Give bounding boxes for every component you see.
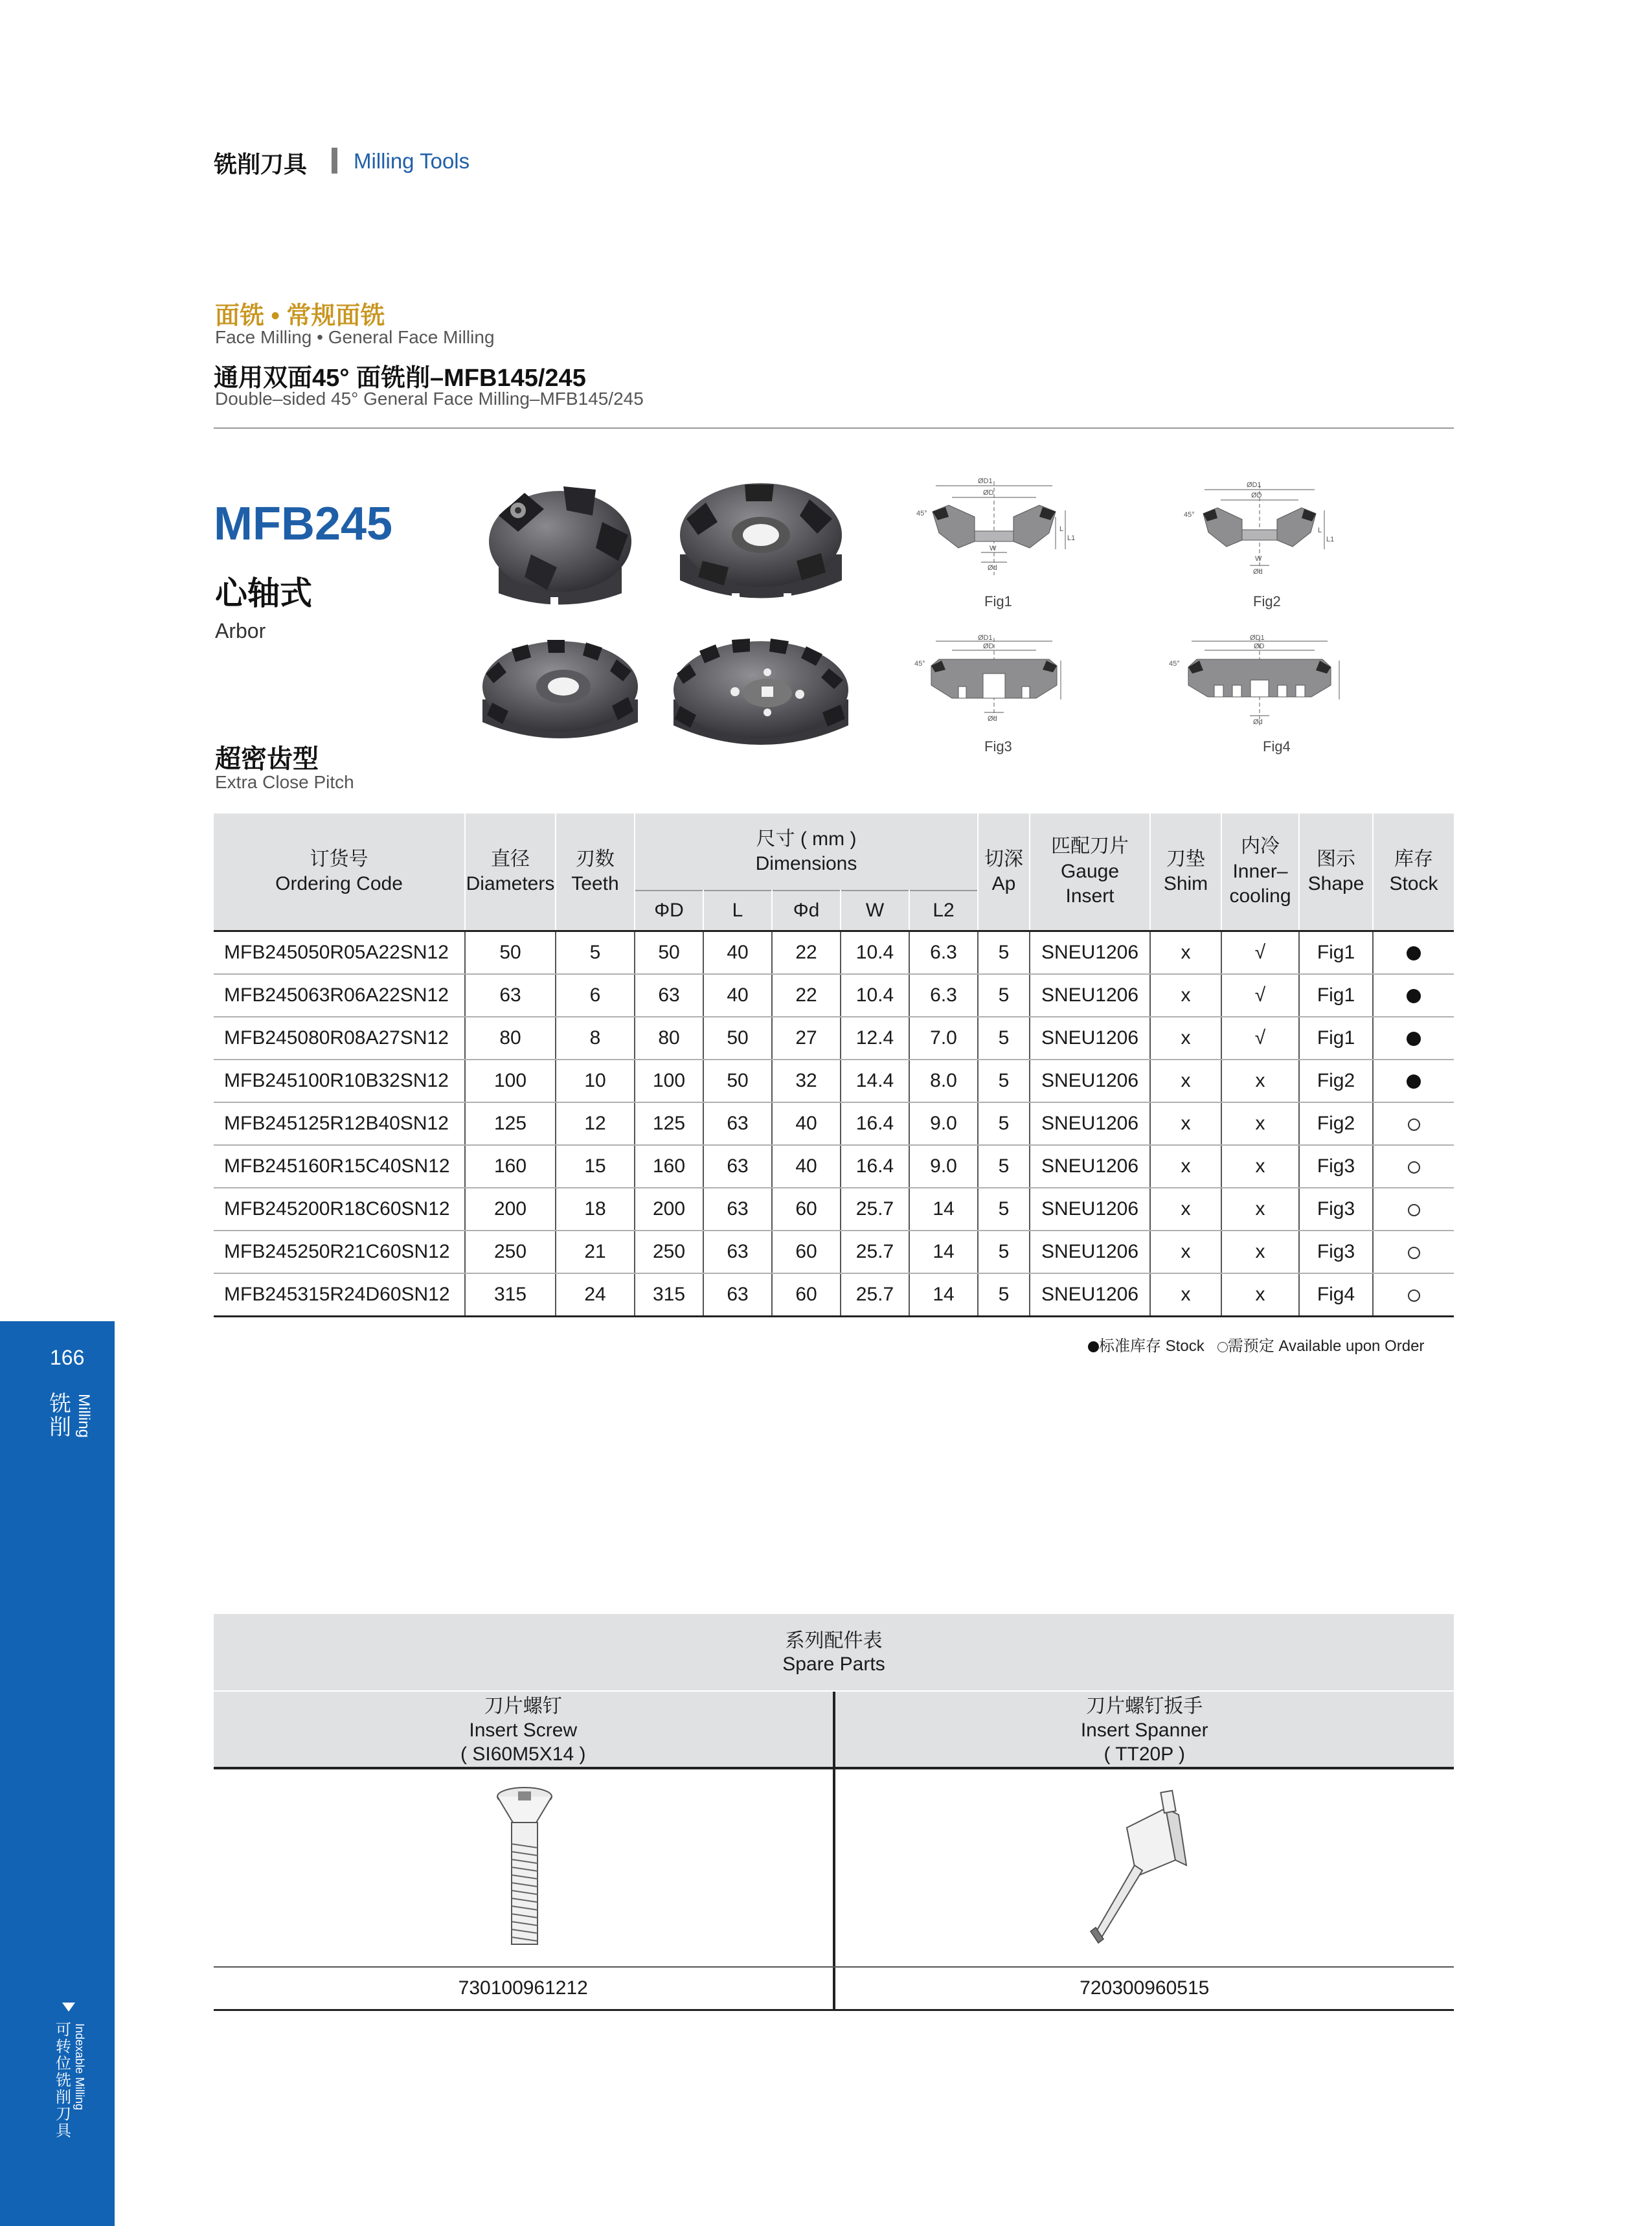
cell-ordering-code: MFB245100R10B32SN12	[214, 1060, 465, 1102]
cell-ordering-code: MFB245200R18C60SN12	[214, 1188, 465, 1231]
cell-shape: Fig1	[1299, 974, 1373, 1017]
spare-parts-title: 系列配件表 Spare Parts	[214, 1614, 1454, 1690]
svg-text:Ød: Ød	[988, 715, 997, 723]
header-title-en: Milling Tools	[354, 149, 470, 173]
header-gauge-insert: 匹配刀片 Gauge Insert	[1030, 813, 1150, 931]
svg-text:ØD1: ØD1	[1250, 635, 1265, 642]
page-number: 166	[50, 1346, 85, 1369]
cell-ap: 5	[978, 1188, 1030, 1231]
cell-ap: 5	[978, 1060, 1030, 1102]
spare-screw-code: 730100961212	[214, 1968, 835, 2009]
cell-inner-cooling: √	[1221, 974, 1299, 1017]
cell-dim-phi-small-d: 40	[772, 1145, 841, 1188]
cell-stock	[1373, 1231, 1454, 1273]
cell-dim-l2: 9.0	[909, 1145, 978, 1188]
cell-dim-phi-small-d: 60	[772, 1273, 841, 1317]
triangle-down-icon	[62, 2003, 75, 2012]
cell-dim-phi-small-d: 60	[772, 1188, 841, 1231]
order-ring-icon	[1408, 1161, 1420, 1174]
cell-diameter: 160	[465, 1145, 556, 1188]
cell-dim-w: 16.4	[841, 1102, 909, 1145]
cell-dim-w: 16.4	[841, 1145, 909, 1188]
cell-dim-phi-small-d: 40	[772, 1102, 841, 1145]
cell-dim-l: 63	[703, 1102, 772, 1145]
cell-gauge-insert: SNEU1206	[1030, 1188, 1150, 1231]
cell-diameter: 200	[465, 1188, 556, 1231]
table-row	[214, 1188, 1454, 1231]
cell-inner-cooling: x	[1221, 1102, 1299, 1145]
spanner-icon	[1081, 1789, 1198, 1951]
cell-teeth: 8	[556, 1017, 635, 1060]
product-photo-cutter-2	[667, 470, 855, 619]
table-row	[214, 1017, 1454, 1060]
svg-text:ØD: ØD	[1254, 642, 1265, 650]
header-divider	[332, 148, 337, 174]
order-ring-icon	[1408, 1119, 1420, 1131]
cell-dim-w: 25.7	[841, 1273, 909, 1317]
cell-dim-phi-small-d: 32	[772, 1060, 841, 1102]
cell-gauge-insert: SNEU1206	[1030, 1145, 1150, 1188]
cell-dim-phi-d: 100	[635, 1060, 703, 1102]
svg-text:ØD: ØD	[1251, 492, 1262, 499]
cell-dim-phi-small-d: 60	[772, 1231, 841, 1273]
spare-spanner-header: 刀片螺钉扳手 Insert Spanner ( TT20P )	[835, 1692, 1454, 1767]
cell-diameter: 250	[465, 1231, 556, 1273]
stock-legend	[1088, 1333, 1424, 1356]
cell-dim-w: 10.4	[841, 931, 909, 975]
svg-text:W: W	[1255, 555, 1262, 563]
figure-2-drawing	[1179, 478, 1341, 588]
cell-dim-phi-d: 50	[635, 931, 703, 975]
category-title-cn: 面铣 • 常规面铣	[215, 302, 385, 330]
order-ring-icon	[1408, 1289, 1420, 1302]
order-ring-icon	[1408, 1204, 1420, 1216]
pitch-type-en: Extra Close Pitch	[215, 772, 354, 792]
cell-dim-w: 25.7	[841, 1231, 909, 1273]
cell-teeth: 10	[556, 1060, 635, 1102]
model-code: MFB245	[214, 498, 393, 550]
cell-dim-l: 40	[703, 931, 772, 975]
header-dim-phi-small-d: Φd	[772, 891, 841, 931]
figure-4-caption: Fig4	[1263, 738, 1291, 755]
cell-stock	[1373, 1145, 1454, 1188]
header-shape: 图示 Shape	[1299, 813, 1373, 931]
cell-teeth: 5	[556, 931, 635, 975]
cell-dim-w: 25.7	[841, 1188, 909, 1231]
cell-dim-l: 63	[703, 1231, 772, 1273]
legend-order: 需预定 Available upon Order	[1227, 1337, 1425, 1355]
spare-parts-table	[214, 1614, 1454, 2011]
cell-dim-phi-d: 63	[635, 974, 703, 1017]
cell-gauge-insert: SNEU1206	[1030, 1017, 1150, 1060]
cell-dim-phi-d: 315	[635, 1273, 703, 1317]
figure-2-caption: Fig2	[1253, 593, 1281, 609]
cell-dim-phi-d: 80	[635, 1017, 703, 1060]
cell-dim-phi-d: 160	[635, 1145, 703, 1188]
cell-stock	[1373, 1060, 1454, 1102]
stock-dot-icon	[1407, 1074, 1421, 1089]
cell-dim-l2: 9.0	[909, 1102, 978, 1145]
cell-dim-l: 63	[703, 1188, 772, 1231]
cell-dim-l: 63	[703, 1145, 772, 1188]
header-ordering-code: 订货号 Ordering Code	[214, 813, 465, 931]
cell-ap: 5	[978, 931, 1030, 975]
svg-text:Ød: Ød	[1253, 568, 1263, 576]
cell-inner-cooling: x	[1221, 1145, 1299, 1188]
product-title-en: Double–sided 45° General Face Milling–MFB145/245	[215, 389, 644, 409]
cell-inner-cooling: x	[1221, 1060, 1299, 1102]
model-type-en: Arbor	[215, 619, 266, 642]
svg-text:45°: 45°	[916, 510, 927, 517]
figure-1-caption: Fig1	[984, 593, 1012, 609]
cell-shape: Fig3	[1299, 1231, 1373, 1273]
cell-shape: Fig1	[1299, 931, 1373, 975]
side-chapter-cn: 可转位铣削刀具	[56, 2021, 71, 2140]
cell-diameter: 63	[465, 974, 556, 1017]
cell-dim-l: 50	[703, 1017, 772, 1060]
svg-text:45°: 45°	[1184, 511, 1195, 519]
cell-dim-phi-d: 200	[635, 1188, 703, 1231]
cell-ap: 5	[978, 1017, 1030, 1060]
figure-3-drawing	[913, 635, 1075, 732]
cell-ap: 5	[978, 1273, 1030, 1317]
cell-stock	[1373, 1017, 1454, 1060]
header-dim-l2: L2	[909, 891, 978, 931]
spare-spanner-code: 720300960515	[1080, 1977, 1210, 1999]
cell-dim-w: 12.4	[841, 1017, 909, 1060]
cell-gauge-insert: SNEU1206	[1030, 1060, 1150, 1102]
cell-teeth: 15	[556, 1145, 635, 1188]
svg-text:ØD: ØD	[983, 489, 994, 497]
stock-dot-icon	[1407, 946, 1421, 960]
table-row	[214, 1102, 1454, 1145]
cell-inner-cooling: x	[1221, 1273, 1299, 1317]
cell-diameter: 125	[465, 1102, 556, 1145]
cell-shape: Fig2	[1299, 1060, 1373, 1102]
header-dim-w: W	[841, 891, 909, 931]
product-photo-cutter-3	[473, 635, 648, 758]
table-row	[214, 1231, 1454, 1273]
cell-shim: x	[1150, 1017, 1221, 1060]
cell-dim-l2: 14	[909, 1188, 978, 1231]
cell-gauge-insert: SNEU1206	[1030, 1231, 1150, 1273]
cell-dim-l2: 8.0	[909, 1060, 978, 1102]
svg-text:Ød: Ød	[988, 564, 997, 572]
side-chapter-en: Indexable Milling	[73, 2023, 86, 2111]
svg-text:L1: L1	[1067, 534, 1075, 542]
cell-dim-w: 14.4	[841, 1060, 909, 1102]
cell-shim: x	[1150, 1273, 1221, 1317]
product-photo-cutter-1	[473, 470, 648, 619]
cell-ap: 5	[978, 1231, 1030, 1273]
cell-shim: x	[1150, 974, 1221, 1017]
cell-shim: x	[1150, 931, 1221, 975]
cell-dim-phi-d: 125	[635, 1102, 703, 1145]
cell-inner-cooling: √	[1221, 1017, 1299, 1060]
cell-ordering-code: MFB245160R15C40SN12	[214, 1145, 465, 1188]
spare-screw-image-cell	[214, 1769, 835, 1966]
svg-text:45°: 45°	[914, 660, 925, 668]
cell-dim-w: 10.4	[841, 974, 909, 1017]
screw-icon	[486, 1782, 563, 1951]
cell-gauge-insert: SNEU1206	[1030, 931, 1150, 975]
header-title-cn: 铣削刀具	[214, 151, 308, 177]
cell-dim-phi-d: 250	[635, 1231, 703, 1273]
cell-diameter: 50	[465, 931, 556, 975]
side-section-en: Milling	[75, 1394, 93, 1438]
pitch-type-cn: 超密齿型	[215, 745, 319, 773]
cell-stock	[1373, 974, 1454, 1017]
cell-stock	[1373, 931, 1454, 975]
figure-4-drawing	[1166, 635, 1353, 732]
cell-dim-l: 40	[703, 974, 772, 1017]
order-ring-icon	[1408, 1247, 1420, 1259]
product-title-cn: 通用双面45° 面铣削–MFB145/245	[214, 365, 586, 392]
stock-dot-icon	[1088, 1341, 1099, 1352]
stock-dot-icon	[1407, 989, 1421, 1003]
header-shim: 刀垫 Shim	[1150, 813, 1221, 931]
svg-text:ØD: ØD	[983, 642, 994, 650]
cell-shim: x	[1150, 1102, 1221, 1145]
table-row	[214, 974, 1454, 1017]
cell-inner-cooling: x	[1221, 1188, 1299, 1231]
cell-ordering-code: MFB245080R08A27SN12	[214, 1017, 465, 1060]
header-dim-phi-d: ΦD	[635, 891, 703, 931]
cell-ordering-code: MFB245315R24D60SN12	[214, 1273, 465, 1317]
cell-teeth: 24	[556, 1273, 635, 1317]
header-ap: 切深 Ap	[978, 813, 1030, 931]
header-diameters: 直径 Diameters	[465, 813, 556, 931]
cell-gauge-insert: SNEU1206	[1030, 974, 1150, 1017]
figure-1-drawing	[913, 471, 1075, 588]
cell-dim-phi-small-d: 22	[772, 974, 841, 1017]
cell-stock	[1373, 1188, 1454, 1231]
header-dimensions: 尺寸 ( mm ) Dimensions	[635, 813, 978, 891]
cell-teeth: 18	[556, 1188, 635, 1231]
cell-dim-l2: 14	[909, 1273, 978, 1317]
cell-stock	[1373, 1273, 1454, 1317]
spare-spanner-image-cell	[835, 1769, 1454, 1966]
cell-shape: Fig4	[1299, 1273, 1373, 1317]
cell-dim-l2: 14	[909, 1231, 978, 1273]
cell-shape: Fig3	[1299, 1145, 1373, 1188]
svg-text:Ød: Ød	[1253, 718, 1263, 726]
cell-ap: 5	[978, 974, 1030, 1017]
model-type-cn: 心轴式	[215, 575, 312, 611]
cell-ordering-code: MFB245063R06A22SN12	[214, 974, 465, 1017]
svg-text:L1: L1	[1326, 536, 1335, 543]
cell-ordering-code: MFB245250R21C60SN12	[214, 1231, 465, 1273]
cell-dim-l: 63	[703, 1273, 772, 1317]
cell-dim-l2: 6.3	[909, 931, 978, 975]
cell-shim: x	[1150, 1145, 1221, 1188]
cell-shape: Fig3	[1299, 1188, 1373, 1231]
svg-text:L: L	[1059, 525, 1064, 533]
cell-ap: 5	[978, 1145, 1030, 1188]
cell-shim: x	[1150, 1060, 1221, 1102]
cell-teeth: 21	[556, 1231, 635, 1273]
header-inner-cooling: 内冷 Inner– cooling	[1221, 813, 1299, 931]
svg-text:ØD1: ØD1	[1247, 481, 1262, 489]
spare-screw-header: 刀片螺钉 Insert Screw ( SI60M5X14 )	[214, 1692, 835, 1767]
product-photo-cutter-4	[667, 635, 855, 764]
cell-inner-cooling: x	[1221, 1231, 1299, 1273]
stock-dot-icon	[1407, 1032, 1421, 1046]
cell-stock	[1373, 1102, 1454, 1145]
cell-ordering-code: MFB245125R12B40SN12	[214, 1102, 465, 1145]
cell-ordering-code: MFB245050R05A22SN12	[214, 931, 465, 975]
svg-text:L: L	[1318, 527, 1322, 534]
table-row	[214, 1060, 1454, 1102]
cell-ap: 5	[978, 1102, 1030, 1145]
category-title-en: Face Milling • General Face Milling	[215, 327, 495, 347]
header-stock: 库存 Stock	[1373, 813, 1454, 931]
cell-teeth: 6	[556, 974, 635, 1017]
table-row	[214, 931, 1454, 975]
cell-diameter: 100	[465, 1060, 556, 1102]
cell-inner-cooling: √	[1221, 931, 1299, 975]
table-row	[214, 1145, 1454, 1188]
cell-shim: x	[1150, 1188, 1221, 1231]
cell-dim-phi-small-d: 27	[772, 1017, 841, 1060]
header-dim-l: L	[703, 891, 772, 931]
svg-text:45°: 45°	[1169, 660, 1180, 668]
cell-dim-l2: 6.3	[909, 974, 978, 1017]
svg-text:ØD1: ØD1	[978, 635, 993, 642]
legend-stock: 标准库存 Stock	[1099, 1337, 1205, 1355]
svg-text:W: W	[990, 545, 997, 552]
cell-diameter: 80	[465, 1017, 556, 1060]
cell-dim-l2: 7.0	[909, 1017, 978, 1060]
cell-shape: Fig2	[1299, 1102, 1373, 1145]
cell-shim: x	[1150, 1231, 1221, 1273]
cell-gauge-insert: SNEU1206	[1030, 1273, 1150, 1317]
cell-diameter: 315	[465, 1273, 556, 1317]
cell-gauge-insert: SNEU1206	[1030, 1102, 1150, 1145]
spec-table	[214, 813, 1454, 1317]
figure-3-caption: Fig3	[984, 738, 1012, 755]
header-teeth: 刃数 Teeth	[556, 813, 635, 931]
table-row	[214, 1273, 1454, 1317]
cell-shape: Fig1	[1299, 1017, 1373, 1060]
svg-text:ØD1: ØD1	[978, 477, 993, 485]
section-divider	[214, 427, 1454, 429]
cell-teeth: 12	[556, 1102, 635, 1145]
cell-dim-phi-small-d: 22	[772, 931, 841, 975]
cell-dim-l: 50	[703, 1060, 772, 1102]
side-section-cn: 铣削	[49, 1392, 71, 1440]
order-ring-icon	[1217, 1342, 1228, 1352]
